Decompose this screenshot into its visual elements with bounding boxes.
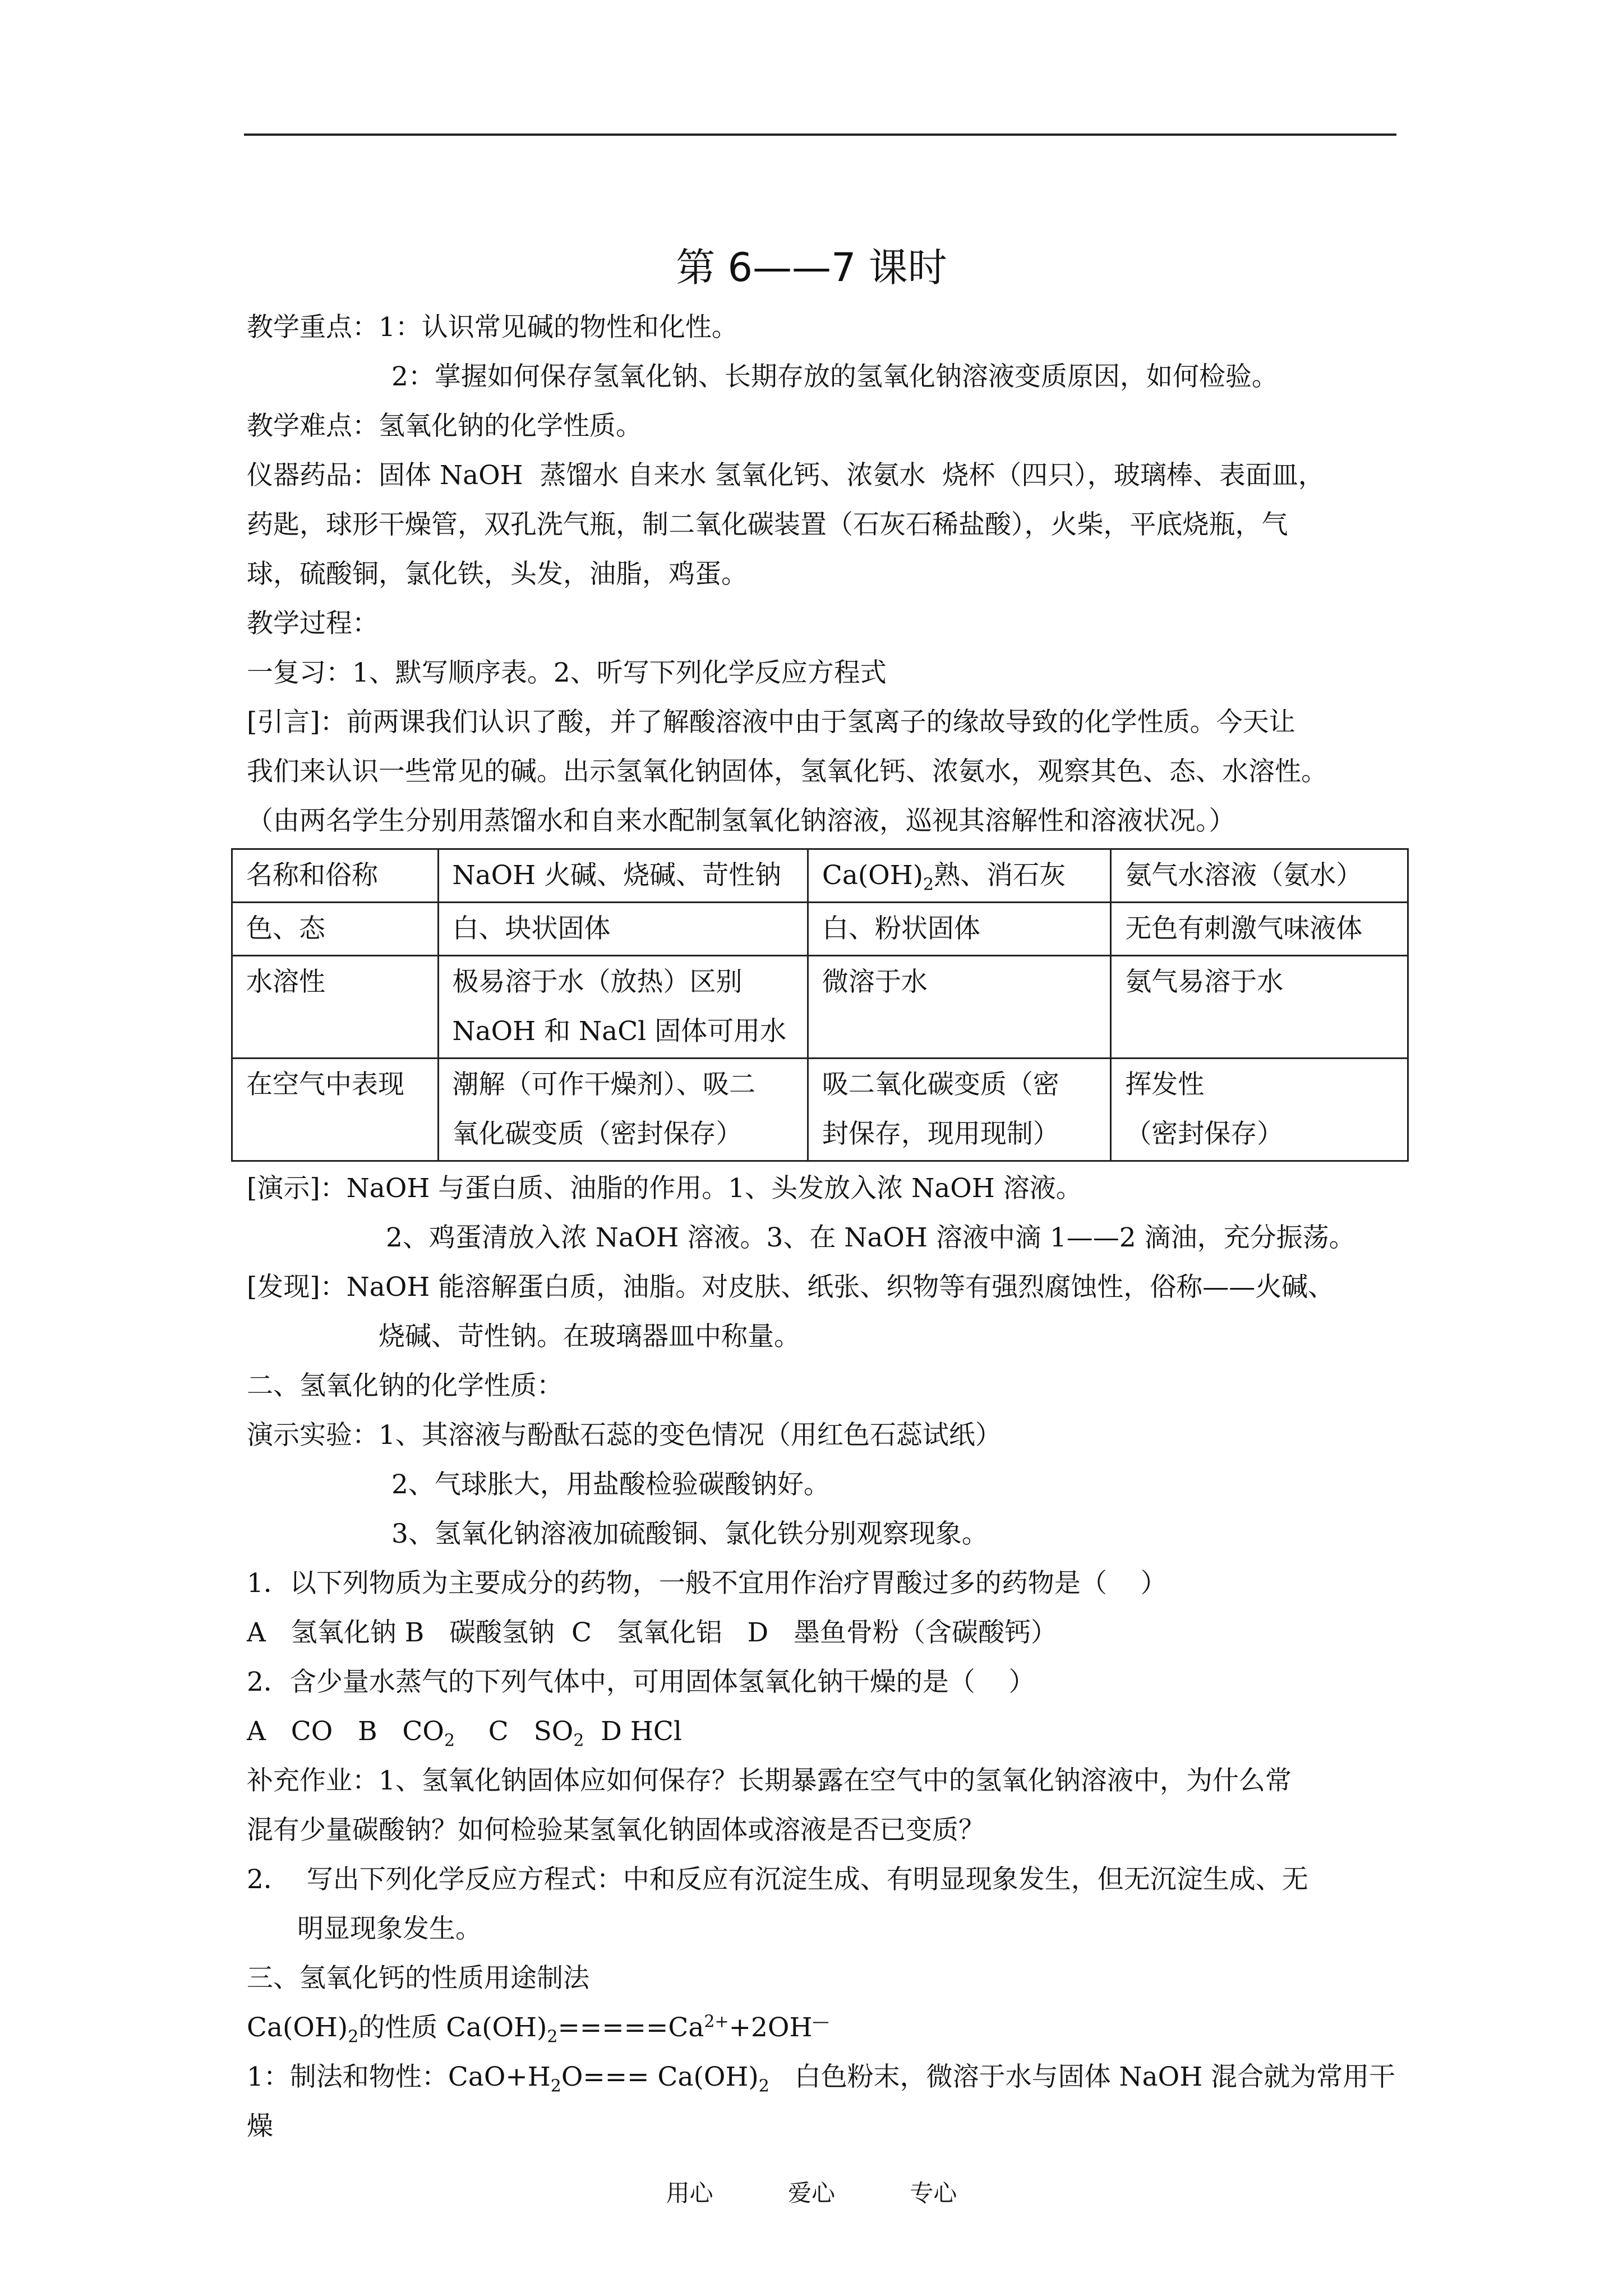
intro-line-1: [引言]：前两课我们认识了酸，并了解酸溶液中由于氢离子的缘故导致的化学性质。今天让 <box>247 707 1295 738</box>
page-footer <box>0 2177 1623 2210</box>
question-1-options: A 氢氧化钠 B 碳酸氢钠 C 氢氧化铝 D 墨鱼骨粉（含碳酸钙） <box>247 1617 1058 1648</box>
experiment-line-2: 2、气球胀大，用盐酸检验碳酸钠好。 <box>391 1469 830 1500</box>
table-cell: 无色有刺激气味液体 <box>1111 903 1408 956</box>
table-cell: 名称和俗称 <box>232 849 439 903</box>
question-2-options: A CO B $CO_2$ C $SO_2$ D HCl <box>247 1716 682 1751</box>
table-cell: 氨气易溶于水 <box>1111 956 1408 1059</box>
header-rule <box>244 134 1396 136</box>
table-cell: 氨气水溶液（氨水） <box>1111 849 1408 903</box>
table-cell: $Ca(OH)_2$熟、消石灰 <box>808 849 1110 903</box>
finding-line-1: [发现]：NaOH 能溶解蛋白质，油脂。对皮肤、纸张、织物等有强烈腐蚀性，俗称——火碱、 <box>247 1272 1335 1303</box>
demo-line-2: 2、鸡蛋清放入浓 NaOH 溶液。3、在 NaOH 溶液中滴 1——2 滴油，充分振荡。 <box>386 1222 1355 1253</box>
question-2-stem: 2．含少量水蒸气的下列气体中，可用固体氢氧化钠干燥的是（ ） <box>247 1667 1035 1697</box>
demo-line-1: [演示]：NaOH 与蛋白质、油脂的作用。1、头发放入浓 NaOH 溶液。 <box>247 1173 1082 1204</box>
table-row <box>232 956 1408 1059</box>
table-cell: 潮解（可作干燥剂）、吸二 氧化碳变质（密封保存） <box>438 1059 808 1161</box>
homework-line-3: 2． 写出下列化学反应方程式：中和反应有沉淀生成、有明显现象发生，但无沉淀生成、无 <box>247 1864 1308 1895</box>
table-cell: 吸二氧化碳变质（密 封保存，现用现制） <box>808 1059 1110 1161</box>
intro-line-2: 我们来认识一些常见的碱。出示氢氧化钠固体，氢氧化钙、浓氨水，观察其色、态、水溶性。 <box>247 756 1327 787</box>
footer-text-1: 用心 <box>666 2179 713 2207</box>
difficulty: 教学难点：氢氧化钠的化学性质。 <box>247 411 642 441</box>
review: 一复习：1、默写顺序表。2、听写下列化学反应方程式 <box>247 657 887 688</box>
table-cell: 水溶性 <box>232 956 439 1059</box>
table-cell: 白、粉状固体 <box>808 903 1110 956</box>
table-row <box>232 903 1408 956</box>
focus-item-2: 2：掌握如何保存氢氧化钠、长期存放的氢氧化钠溶液变质原因，如何检验。 <box>391 361 1278 392</box>
homework-line-2: 混有少量碳酸钠？如何检验某氢氧化钠固体或溶液是否已变质？ <box>247 1815 985 1846</box>
process-label: 教学过程： <box>247 608 379 639</box>
table-cell: 在空气中表现 <box>232 1059 439 1161</box>
section-heading-3: 三、氢氧化钙的性质用途制法 <box>247 1963 589 1994</box>
table-cell: 微溶于水 <box>808 956 1110 1059</box>
table-row <box>232 849 1408 903</box>
homework-line-1: 补充作业：1、氢氧化钠固体应如何保存？长期暴露在空气中的氢氧化钠溶液中，为什么常 <box>247 1765 1292 1796</box>
table-cell: 挥发性 （密封保存） <box>1111 1059 1408 1161</box>
finding-line-2: 烧碱、苛性钠。在玻璃器皿中称量。 <box>379 1321 800 1352</box>
homework-line-4: 明显现象发生。 <box>297 1913 482 1944</box>
footer-text-3: 专心 <box>910 2179 957 2207</box>
page-title: 第 6——7 课时 <box>676 245 947 291</box>
table-cell: 极易溶于水（放热）区别 NaOH 和 NaCl 固体可用水 <box>438 956 808 1059</box>
experiment-line-3: 3、氢氧化钠溶液加硫酸铜、氯化铁分别观察现象。 <box>391 1519 988 1549</box>
table-cell: 色、态 <box>232 903 439 956</box>
materials-line-2: 药匙，球形干燥管，双孔洗气瓶，制二氧化碳装置（石灰石稀盐酸），火柴，平底烧瓶，气 <box>247 509 1288 540</box>
section-heading-2: 二、氢氧化钠的化学性质： <box>247 1370 563 1401</box>
table-cell: NaOH 火碱、烧碱、苛性钠 <box>438 849 808 903</box>
question-1-stem: 1．以下列物质为主要成分的药物，一般不宜用作治疗胃酸过多的药物是（ ） <box>247 1568 1167 1599</box>
document-body <box>247 303 1408 2151</box>
intro-line-3: （由两名学生分别用蒸馏水和自来水配制氢氧化钠溶液，巡视其溶解性和溶液状况。） <box>247 806 1235 836</box>
materials-line-3: 球，硫酸铜，氯化铁，头发，油脂，鸡蛋。 <box>247 559 748 590</box>
footer-text-2: 爱心 <box>787 2179 835 2207</box>
table-row <box>232 1059 1408 1161</box>
table-cell: 白、块状固体 <box>438 903 808 956</box>
base-properties-table <box>231 848 1409 1162</box>
experiment-line-1: 演示实验：1、其溶液与酚酞石蕊的变色情况（用红色石蕊试纸） <box>247 1420 1002 1451</box>
focus-line-1 <box>247 303 1408 352</box>
materials-line-1: 仪器药品：固体 NaOH 蒸馏水 自来水 氢氧化钙、浓氨水 烧杯（四只），玻璃棒、表面皿， <box>247 460 1325 491</box>
focus-item-1: 1：认识常见碱的物性和化性。 <box>379 312 738 343</box>
preparation-equation: 1：制法和物性：$CaO+H_2O=== Ca(OH)_2$ 白色粉末，微溶于水与固体 NaOH 混合就为常用干燥 <box>247 2062 1396 2142</box>
focus-label: 教学重点： <box>247 312 379 343</box>
property-equation: $Ca(OH)_2$的性质 $Ca(OH)_2=====Ca^{2+}+2OH^—$ <box>247 2012 829 2047</box>
